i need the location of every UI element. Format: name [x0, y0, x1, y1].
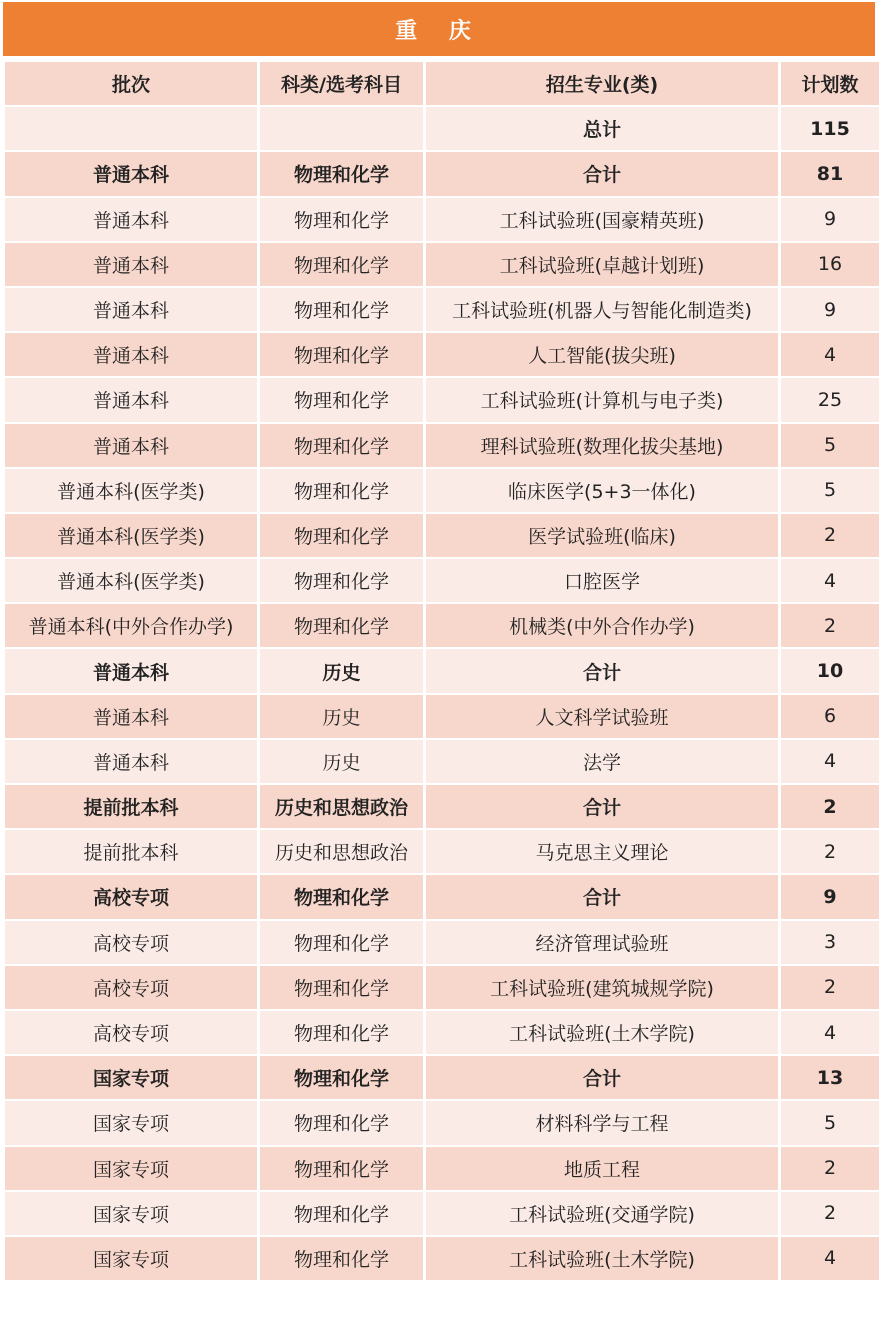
- cell-batch: 高校专项: [5, 921, 257, 964]
- cell-count: 9: [781, 875, 879, 918]
- cell-subject: 物理和化学: [260, 288, 423, 331]
- table-row: [5, 243, 879, 286]
- cell-count: 115: [781, 107, 879, 150]
- cell-major: 合计: [426, 1056, 778, 1099]
- cell-batch: 普通本科: [5, 695, 257, 738]
- cell-major: 理科试验班(数理化拔尖基地): [426, 424, 778, 467]
- cell-major: 工科试验班(国豪精英班): [426, 198, 778, 241]
- cell-count: 4: [781, 559, 879, 602]
- cell-subject: 物理和化学: [260, 424, 423, 467]
- cell-batch: 国家专项: [5, 1056, 257, 1099]
- table-subtotal-row: [5, 785, 879, 828]
- table-header-row: [5, 62, 879, 105]
- table-row: [5, 830, 879, 873]
- cell-major: 机械类(中外合作办学): [426, 604, 778, 647]
- cell-major: 医学试验班(临床): [426, 514, 778, 557]
- table-row: [5, 966, 879, 1009]
- cell-batch: 普通本科: [5, 243, 257, 286]
- cell-batch: 普通本科: [5, 198, 257, 241]
- cell-major: 人文科学试验班: [426, 695, 778, 738]
- cell-subject: 历史: [260, 649, 423, 692]
- table-subtotal-row: [5, 649, 879, 692]
- cell-major: 工科试验班(土木学院): [426, 1011, 778, 1054]
- cell-count: 4: [781, 333, 879, 376]
- cell-subject: 物理和化学: [260, 966, 423, 1009]
- cell-count: 4: [781, 1011, 879, 1054]
- cell-count: 2: [781, 1147, 879, 1190]
- cell-subject: 物理和化学: [260, 1147, 423, 1190]
- table-row: [5, 514, 879, 557]
- cell-batch: 高校专项: [5, 875, 257, 918]
- table-row: [5, 378, 879, 421]
- cell-major: 合计: [426, 649, 778, 692]
- table-row: [5, 740, 879, 783]
- cell-subject: 物理和化学: [260, 514, 423, 557]
- cell-subject: 物理和化学: [260, 1011, 423, 1054]
- cell-major: 工科试验班(计算机与电子类): [426, 378, 778, 421]
- cell-major: 总计: [426, 107, 778, 150]
- cell-subject: 物理和化学: [260, 152, 423, 195]
- cell-major: 合计: [426, 785, 778, 828]
- cell-count: 16: [781, 243, 879, 286]
- cell-batch: 普通本科(中外合作办学): [5, 604, 257, 647]
- cell-subject: 历史: [260, 740, 423, 783]
- cell-subject: 历史和思想政治: [260, 830, 423, 873]
- cell-subject: 物理和化学: [260, 1101, 423, 1144]
- cell-batch: 普通本科: [5, 424, 257, 467]
- cell-count: 81: [781, 152, 879, 195]
- cell-subject: 物理和化学: [260, 1056, 423, 1099]
- table-subtotal-row: [5, 152, 879, 195]
- cell-batch: 提前批本科: [5, 785, 257, 828]
- enrollment-table: [2, 60, 880, 1282]
- cell-count: 6: [781, 695, 879, 738]
- cell-batch: 高校专项: [5, 1011, 257, 1054]
- table-subtotal-row: [5, 107, 879, 150]
- table-row: [5, 424, 879, 467]
- cell-major: 材料科学与工程: [426, 1101, 778, 1144]
- cell-batch: 国家专项: [5, 1192, 257, 1235]
- cell-batch: 普通本科: [5, 740, 257, 783]
- table-row: [5, 695, 879, 738]
- cell-subject: 物理和化学: [260, 921, 423, 964]
- cell-count: 25: [781, 378, 879, 421]
- cell-count: 2: [781, 785, 879, 828]
- cell-major: 地质工程: [426, 1147, 778, 1190]
- cell-batch: 普通本科: [5, 378, 257, 421]
- cell-subject: 物理和化学: [260, 1192, 423, 1235]
- table-row: [5, 559, 879, 602]
- cell-batch: 普通本科: [5, 333, 257, 376]
- cell-batch: 普通本科: [5, 649, 257, 692]
- cell-count: 2: [781, 514, 879, 557]
- cell-count: 10: [781, 649, 879, 692]
- cell-count: 2: [781, 1192, 879, 1235]
- table-row: [5, 1237, 879, 1280]
- cell-batch: 普通本科(医学类): [5, 559, 257, 602]
- cell-count: 13: [781, 1056, 879, 1099]
- cell-count: 9: [781, 288, 879, 331]
- cell-major: 人工智能(拔尖班): [426, 333, 778, 376]
- cell-major: 口腔医学: [426, 559, 778, 602]
- table-row: [5, 198, 879, 241]
- table-subtotal-row: [5, 875, 879, 918]
- table-row: [5, 921, 879, 964]
- cell-major: 马克思主义理论: [426, 830, 778, 873]
- cell-subject: 物理和化学: [260, 243, 423, 286]
- cell-subject: 历史和思想政治: [260, 785, 423, 828]
- header-major: 招生专业(类): [426, 62, 778, 105]
- cell-subject: 物理和化学: [260, 469, 423, 512]
- cell-major: 合计: [426, 875, 778, 918]
- cell-count: 3: [781, 921, 879, 964]
- cell-subject: 物理和化学: [260, 604, 423, 647]
- cell-batch: 提前批本科: [5, 830, 257, 873]
- cell-batch: 普通本科(医学类): [5, 514, 257, 557]
- cell-batch: [5, 107, 257, 150]
- cell-batch: 高校专项: [5, 966, 257, 1009]
- cell-batch: 国家专项: [5, 1237, 257, 1280]
- cell-major: 工科试验班(交通学院): [426, 1192, 778, 1235]
- cell-count: 9: [781, 198, 879, 241]
- cell-major: 合计: [426, 152, 778, 195]
- cell-count: 4: [781, 1237, 879, 1280]
- table-body: [5, 107, 879, 1280]
- header-batch: 批次: [5, 62, 257, 105]
- cell-subject: [260, 107, 423, 150]
- cell-count: 5: [781, 1101, 879, 1144]
- table-subtotal-row: [5, 1056, 879, 1099]
- cell-major: 临床医学(5+3一体化): [426, 469, 778, 512]
- table-row: [5, 333, 879, 376]
- table-row: [5, 604, 879, 647]
- cell-subject: 物理和化学: [260, 875, 423, 918]
- cell-batch: 普通本科: [5, 288, 257, 331]
- header-subject: 科类/选考科目: [260, 62, 423, 105]
- cell-major: 工科试验班(机器人与智能化制造类): [426, 288, 778, 331]
- cell-subject: 物理和化学: [260, 559, 423, 602]
- cell-count: 2: [781, 966, 879, 1009]
- cell-count: 2: [781, 830, 879, 873]
- cell-subject: 物理和化学: [260, 378, 423, 421]
- cell-subject: 历史: [260, 695, 423, 738]
- cell-batch: 国家专项: [5, 1147, 257, 1190]
- table-row: [5, 1147, 879, 1190]
- cell-count: 2: [781, 604, 879, 647]
- cell-subject: 物理和化学: [260, 1237, 423, 1280]
- cell-major: 法学: [426, 740, 778, 783]
- cell-batch: 国家专项: [5, 1101, 257, 1144]
- cell-major: 工科试验班(土木学院): [426, 1237, 778, 1280]
- table-row: [5, 469, 879, 512]
- cell-major: 经济管理试验班: [426, 921, 778, 964]
- table-row: [5, 288, 879, 331]
- table-row: [5, 1101, 879, 1144]
- cell-count: 5: [781, 424, 879, 467]
- page-title: 重 庆: [3, 2, 875, 56]
- cell-batch: 普通本科: [5, 152, 257, 195]
- cell-batch: 普通本科(医学类): [5, 469, 257, 512]
- table-row: [5, 1011, 879, 1054]
- table-row: [5, 1192, 879, 1235]
- cell-subject: 物理和化学: [260, 333, 423, 376]
- cell-major: 工科试验班(建筑城规学院): [426, 966, 778, 1009]
- cell-count: 5: [781, 469, 879, 512]
- cell-major: 工科试验班(卓越计划班): [426, 243, 778, 286]
- cell-count: 4: [781, 740, 879, 783]
- header-count: 计划数: [781, 62, 879, 105]
- cell-subject: 物理和化学: [260, 198, 423, 241]
